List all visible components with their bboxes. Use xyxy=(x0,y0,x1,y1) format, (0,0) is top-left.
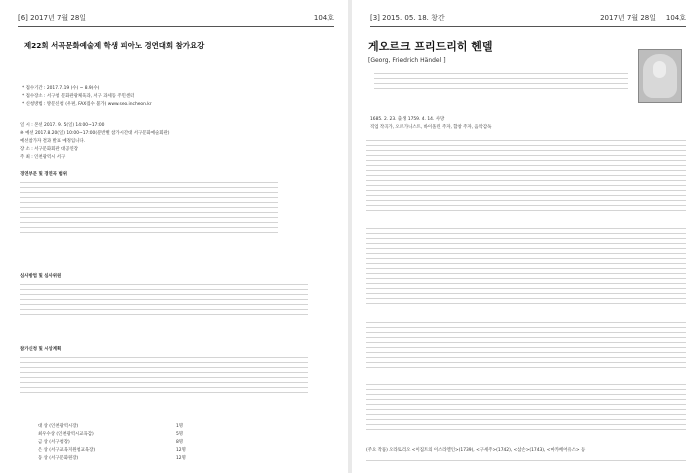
body-paragraph-4 xyxy=(366,384,686,434)
info-line-3: * 신청방법 : 방문신청 (우편, FAX접수 불가) www.seo.incheon.kr xyxy=(22,102,152,107)
right-issue-number: 104호 xyxy=(665,14,686,22)
award-label: 대 상 (인천광역시장) xyxy=(38,424,79,429)
left-issue-number: 104호 xyxy=(313,14,334,22)
intro-text xyxy=(374,73,628,93)
left-page xyxy=(0,0,348,473)
info-line-1: * 접수기간 : 2017.7.19 (수) ~ 8.9(수) xyxy=(22,86,100,91)
right-page-number: [3] 2015. 05. 18. 창간 xyxy=(370,14,445,22)
award-count: 1명 xyxy=(176,424,184,429)
host-label: 주 최 : 인천광역시 서구 xyxy=(20,155,66,160)
section-heading-1: 경연부문 및 경연곡 범위 xyxy=(20,172,68,177)
article-title: 게오르크 프리드리히 헨델 xyxy=(368,40,493,53)
category-list xyxy=(20,182,278,237)
award-count: 5명 xyxy=(176,432,184,437)
right-date: 2017년 7월 28일 xyxy=(600,14,656,22)
judging-text xyxy=(20,284,308,319)
body-paragraph-3 xyxy=(366,322,686,372)
award-label: 금 상 (서구청장) xyxy=(38,440,70,445)
info-line-2: * 접수장소 : 서구청 문화관광체육과, 서구 과세동 주민센터 xyxy=(22,94,135,99)
right-page-header xyxy=(370,10,686,27)
award-count: 8명 xyxy=(176,440,184,445)
award-label: 최우수상 (인천광역시교육감) xyxy=(38,432,94,437)
body-paragraph-1 xyxy=(366,140,686,215)
section-heading-2: 심사방법 및 심사위원 xyxy=(20,274,62,279)
left-page-header xyxy=(18,10,334,27)
notice-text: 예선참가자 결과 발표 예정입니다. xyxy=(20,139,85,144)
venue-label: 장 소 : 서구문화회관 대공연장 xyxy=(20,147,78,152)
major-works-continued xyxy=(366,460,686,465)
birth-death: 1685. 2. 23. 출생 1759. 4. 14. 사망 xyxy=(370,117,445,122)
schedule-note: ※ 예선 2017.8.20(일) 10:00~17:00(분반별 참가시간대 서구문화예술회관) xyxy=(20,131,170,136)
handel-portrait xyxy=(638,49,682,103)
left-page-number: [6] 2017년 7월 28일 xyxy=(18,14,87,22)
award-label: 은 상 (서구교육지원청교육장) xyxy=(38,448,96,453)
major-works: (주요 작품) 오라토리오 <이집트의 이스라엘인>(1739), <구세주>(1742), <삼손>(1743), <마카베어유스> 등 xyxy=(366,448,586,453)
award-count: 12명 xyxy=(176,456,186,461)
body-paragraph-2 xyxy=(366,228,686,308)
section-heading-3: 참가신청 및 시상계획 xyxy=(20,347,62,352)
award-label: 동 상 (서구문화원장) xyxy=(38,456,79,461)
right-page xyxy=(352,0,700,473)
occupation: 직업 작곡가, 오르가니스트, 바이올린 주자, 합창 주자, 음악감독 xyxy=(370,125,492,130)
article-subtitle: [Georg, Friedrich Händel ] xyxy=(368,57,446,64)
award-count: 12명 xyxy=(176,448,186,453)
schedule-label: 일 시 : 본선 2017. 9. 5(일) 14:00~17:00 xyxy=(20,123,105,128)
application-text xyxy=(20,357,308,397)
competition-title: 제22회 서곡문화예술제 학생 피아노 경연대회 참가요강 xyxy=(24,41,205,50)
